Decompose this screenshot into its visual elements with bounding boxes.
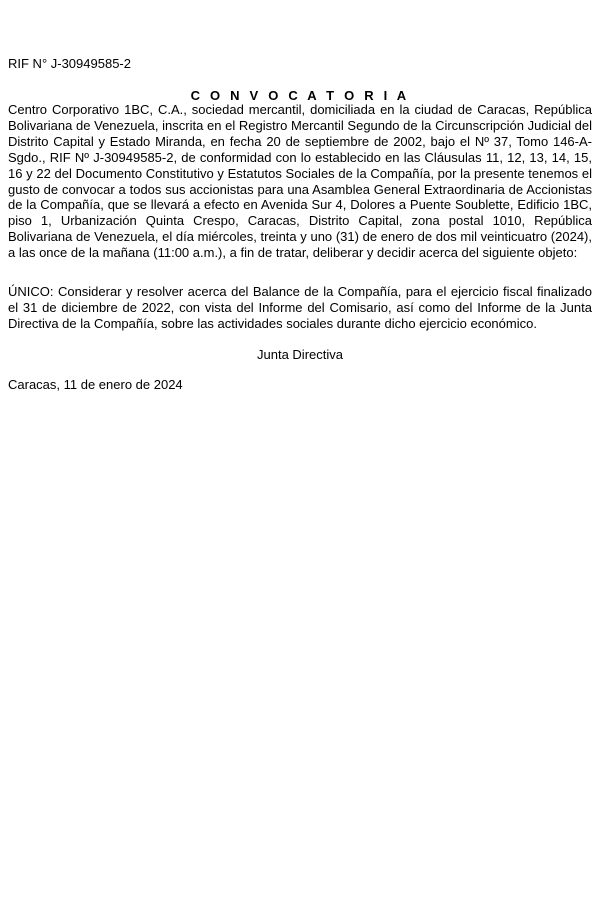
agenda-item-paragraph: ÚNICO: Considerar y resolver acerca del Balance de la Compañía, para el ejercicio fiscal finalizado el 31 de diciembre de 2022, con vista del Informe del Comisario, así como del Informe de la Junta Directiva de la Compañía, sobre las actividades sociales durante dicho ejercicio económico. (8, 284, 592, 331)
signature-board: Junta Directiva (257, 347, 343, 362)
convocation-paragraph: Centro Corporativo 1BC, C.A., sociedad mercantil, domiciliada en la ciudad de Caracas, República Bolivariana de Venezuela, inscrita en el Registro Mercantil Segundo de la Circunscripción Judicial del Distrito Capital y Estado Miranda, en fecha 20 de septiembre de 2002, bajo el Nº 37, Tomo 146-A-Sgdo., RIF Nº J-30949585-2, de conformidad con lo establecido en las Cláusulas 11, 12, 13, 14, 15, 16 y 22 del Documento Constitutivo y Estatutos Sociales de la Compañía, por la presente tenemos el gusto de convocar a todos sus accionistas para una Asamblea General Extraordinaria de Accionistas de la Compañía, que se llevará a efecto en Avenida Sur 4, Dolores a Puente Soublette, Edificio 1BC, piso 1, Urbanización Quinta Crespo, Caracas, Distrito Capital, zona postal 1010, República Bolivariana de Venezuela, el día miércoles, treinta y uno (31) de enero de dos mil veinticuatro (2024), a las once de la mañana (11:00 a.m.), a fin de tratar, deliberar y decidir acerca del siguiente objeto: (8, 102, 592, 261)
place-and-date: Caracas, 11 de enero de 2024 (8, 377, 183, 392)
document-title: C O N V O C A T O R I A (190, 88, 410, 103)
rif-number: RIF N° J-30949585-2 (8, 56, 131, 71)
